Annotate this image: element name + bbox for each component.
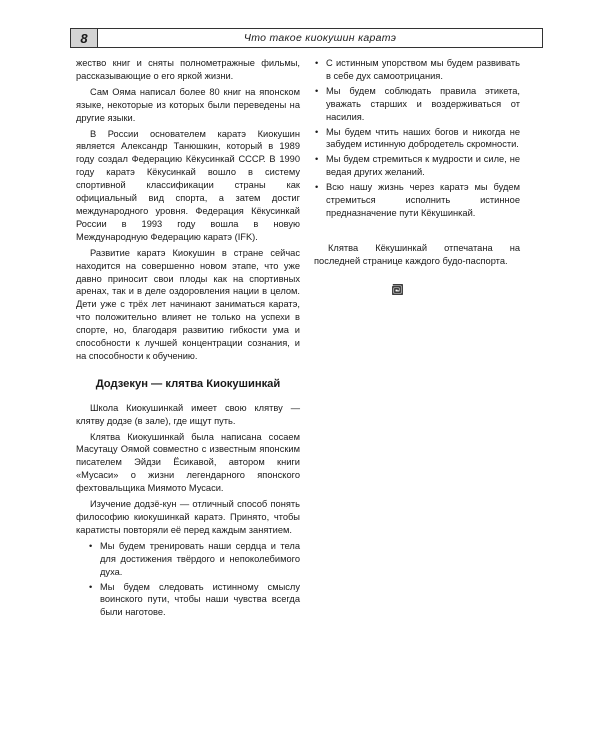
oath-item bbox=[315, 181, 520, 220]
paragraph: В России основателем каратэ Киокушин является Александр Танюшкин, который в 1989 году создал Федерацию Кёкусинкай СССР. В 1990 году каратэ Кёкусинкай вошло в систему спортивной классификации страны как официальный вид спорта, а затем достиг международного уровня. Федерация Кёкусинкай России в 1993 году вошла в новую Международную Федерацию каратэ (IFK). bbox=[76, 128, 300, 242]
oath-list-continued bbox=[314, 57, 520, 220]
paragraph: Развитие каратэ Киокушин в стране сейчас находится на совершенно новом этапе, что уже давно приносит свои плоды как на спортивных аренах, так и в деле оздоровления нации в целом. Дети уже с трёх лет начинают заниматься каратэ, что положительно влияет не только на успехи в спорте, но, благодаря развитию гибкости ума и способности к лучшей концентрации сознания, и на способности к обучению. bbox=[76, 247, 300, 361]
paragraph: Клятва Киокушинкай была написана сосаем Масутацу Оямой совместно с известным японским писателем Эйдзи Ёсикавой, автором книги «Мусаси» о жизни легендарного японского фехтовальщика Миямото Мусаси. bbox=[76, 431, 300, 494]
oath-item bbox=[315, 85, 520, 124]
left-column bbox=[76, 57, 300, 621]
oath-item bbox=[89, 581, 300, 620]
bullet-icon: • bbox=[315, 126, 319, 137]
paragraph: Школа Киокушинкай имеет свою клятву — клятву додзе (в зале), где ищут путь. bbox=[76, 402, 300, 426]
final-note: Клятва Кёкушинкай отпечатана на последней странице каждого будо-паспорта. bbox=[314, 242, 520, 266]
bullet-icon: • bbox=[315, 154, 319, 165]
bullet-icon: • bbox=[89, 581, 93, 592]
oath-item bbox=[315, 57, 520, 83]
oath-item-text: Мы будем чтить наших богов и никогда не забудем истинную добродетель скромности. bbox=[326, 126, 520, 150]
oath-item-text: Мы будем тренировать наши сердца и тела для достижения твёрдого и непоколебимого духа. bbox=[100, 540, 300, 577]
oath-item-text: Мы будем следовать истинному смыслу воинского пути, чтобы наши чувства всегда были наготове. bbox=[100, 581, 300, 618]
oath-item-text: Всю нашу жизнь через каратэ мы будем стремиться исполнить истинное предназначение пути Кёкушинкай. bbox=[326, 182, 520, 218]
page-header bbox=[70, 28, 543, 48]
bullet-icon: • bbox=[315, 182, 319, 193]
oath-item-text: Мы будем соблюдать правила этикета, уважать старших и воздерживаться от насилия. bbox=[326, 85, 520, 122]
oath-item bbox=[315, 153, 520, 179]
bullet-icon: • bbox=[315, 85, 319, 96]
paragraph: Изучение додзё-кун — отличный способ понять философию киокушинкай каратэ. Принято, чтобы каратисты повторяли её перед каждым занятием. bbox=[76, 499, 300, 535]
square-spiral-ornament-icon bbox=[392, 284, 403, 295]
oath-item-text: Мы будем стремиться к мудрости и силе, не ведая других желаний. bbox=[326, 154, 520, 178]
page-number: 8 bbox=[71, 29, 98, 47]
paragraph: жество книг и сняты полнометражные фильмы, рассказывающие о его яркой жизни. bbox=[76, 58, 300, 81]
paragraph: Сам Ояма написал более 80 книг на японском языке, некоторые из которых были переведены на другие языки. bbox=[76, 86, 300, 123]
bullet-icon: • bbox=[89, 540, 93, 551]
oath-list bbox=[76, 540, 300, 619]
right-column bbox=[314, 57, 520, 295]
oath-item-text: С истинным упорством мы будем развивать в себе дух самоотрицания. bbox=[326, 58, 520, 81]
section-heading: Додзекун — клятва Киокушинкай bbox=[95, 377, 281, 390]
oath-item bbox=[89, 540, 300, 579]
bullet-icon: • bbox=[315, 58, 319, 68]
running-title: Что такое киокушин каратэ bbox=[243, 32, 397, 44]
oath-item bbox=[315, 126, 520, 152]
end-mark bbox=[314, 284, 520, 295]
